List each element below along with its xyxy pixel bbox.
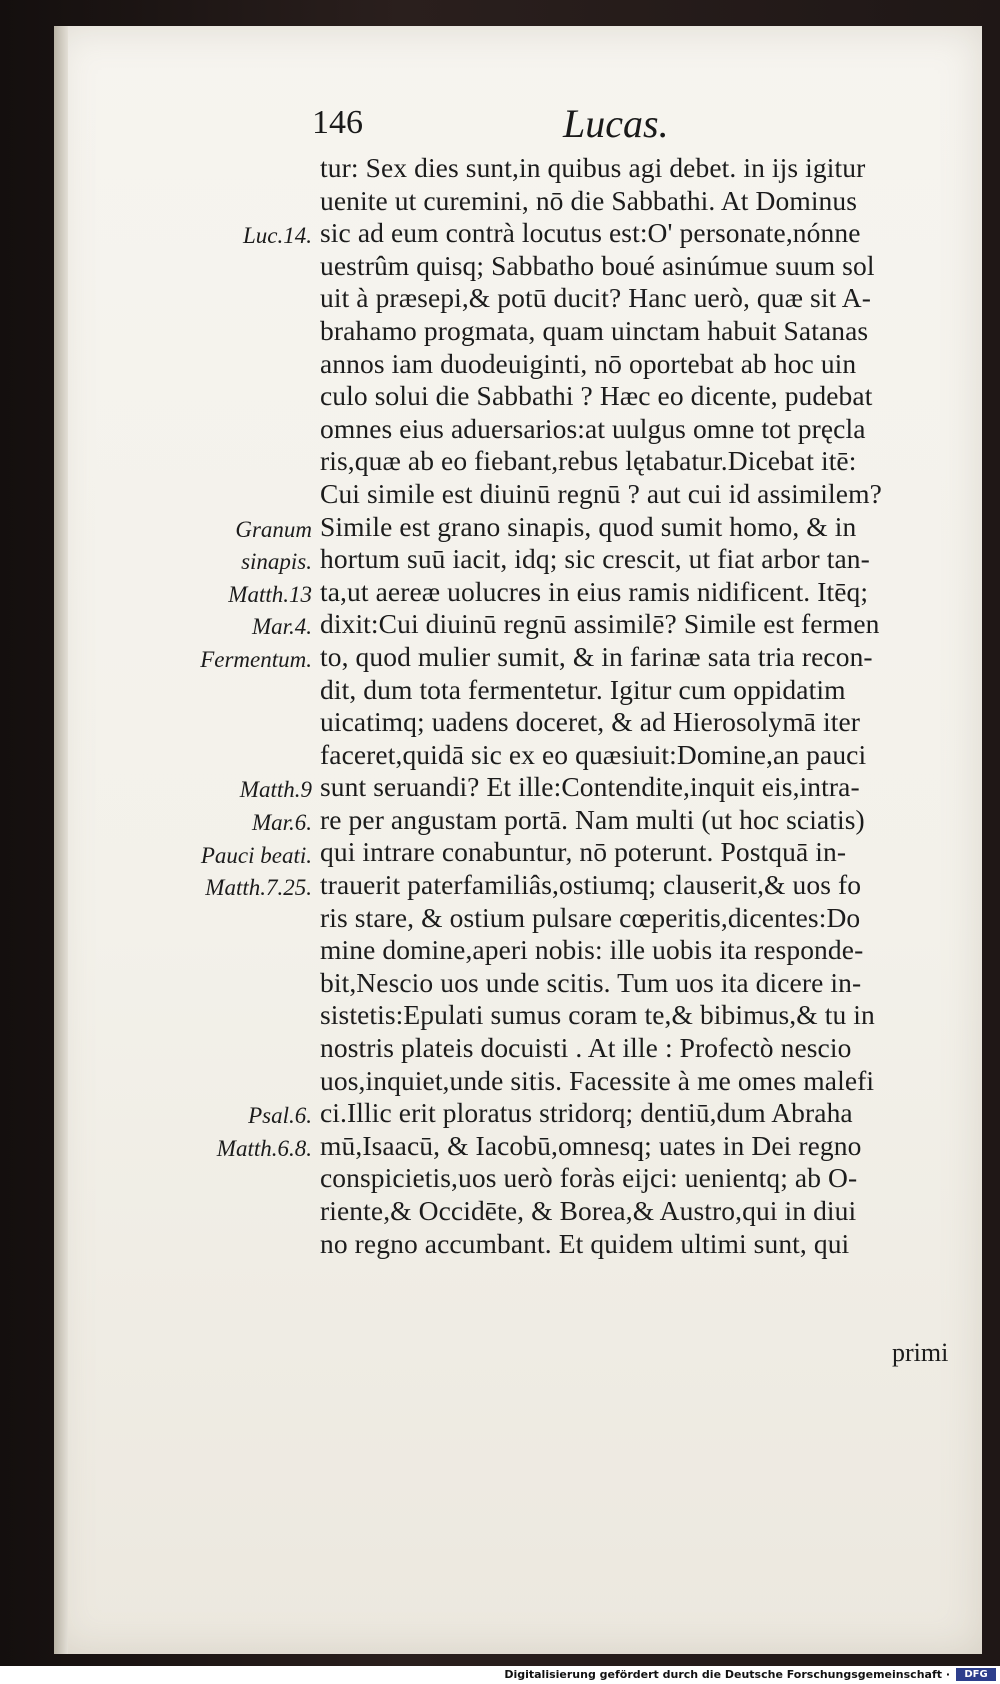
margin-note: Luc.14. — [243, 223, 312, 249]
text-line: ta,ut aereæ uolucres in eius ramis nidificent. Itēq; — [320, 575, 869, 607]
text-line: hortum suū iacit, idq; sic crescit, ut fiat arbor tan- — [320, 543, 870, 575]
text-line: re per angustam portā. Nam multi (ut hoc sciatis) — [320, 803, 865, 835]
text-line: no regno accumbant. Et quidem ultimi sunt, qui — [320, 1227, 850, 1259]
text-line: sic ad eum contrà locutus est:O' personate,nónne — [320, 217, 861, 249]
text-line: dixit:Cui diuinū regnū assimilē? Simile est fermen — [320, 608, 880, 640]
text-line: uestrûm quisq; Sabbatho boué asinúmue suum sol — [320, 249, 875, 281]
text-line: to, quod mulier sumit, & in farinæ sata tria recon- — [320, 640, 873, 672]
body-text — [320, 152, 960, 1260]
margin-note: Matth.13 — [228, 581, 312, 607]
margin-note: Fermentum. — [200, 647, 312, 672]
text-line: Cui simile est diuinū regnū ? aut cui id assimilem? — [320, 477, 882, 509]
page-gutter-edge — [54, 26, 68, 1654]
text-line: uicatimq; uadens doceret, & ad Hierosolymā iter — [320, 706, 861, 738]
text-line: omnes eius aduersarios:at uulgus omne tot pręcla — [320, 412, 866, 444]
text-line: trauerit paterfamiliâs,ostiumq; clauserit,& uos fo — [320, 869, 862, 901]
text-line: bit,Nescio uos unde scitis. Tum uos ita dicere in- — [320, 966, 862, 998]
text-line: culo solui die Sabbathi ? Hæc eo dicente, pudebat — [320, 380, 873, 412]
text-line: riente,& Occidēte, & Borea,& Austro,qui in diui — [320, 1195, 857, 1226]
margin-note: Pauci beati. — [200, 842, 312, 868]
digitization-credit: Digitalisierung gefördert durch die Deutsche Forschungsgemeinschaft · — [504, 1668, 950, 1681]
margin-note: Matth.9 — [239, 777, 312, 803]
text-line: ris stare, & ostium pulsare cœperitis,dicentes:Do — [320, 901, 861, 933]
text-line: annos iam duodeuiginti, nō oportebat ab hoc uin — [320, 347, 857, 379]
text-line: uit à præsepi,& potū ducit? Hanc uerò, quæ sit A- — [320, 282, 871, 314]
text-line: conspicietis,uos uerò foràs eijci: uenientq; ab O- — [320, 1162, 858, 1194]
text-line: ris,quæ ab eo fiebant,rebus lętabatur.Dicebat itē: — [320, 445, 857, 477]
catchword: primi — [892, 1338, 949, 1367]
text-line: tur: Sex dies sunt,in quibus agi debet. in ijs igitur — [320, 152, 866, 183]
text-line: sunt seruandi? Et ille:Contendite,inquit eis,intra- — [320, 771, 860, 803]
text-line: brahamo progmata, quam uinctam habuit Satanas — [320, 314, 869, 346]
text-line: uos,inquiet,unde sitis. Facessite à me omes malefi — [320, 1064, 875, 1096]
margin-note: Mar.4. — [251, 614, 312, 640]
page-number: 146 — [312, 104, 363, 141]
margin-note: sinapis. — [241, 549, 312, 575]
text-line: mine domine,aperi nobis: ille uobis ita responde- — [320, 934, 864, 966]
text-line: Simile est grano sinapis, quod sumit homo, & in — [320, 510, 857, 542]
text-line: uenite ut curemini, nō die Sabbathi. At Dominus — [320, 184, 858, 216]
running-head: Lucas. — [563, 101, 669, 146]
margin-note: Granum — [235, 516, 312, 542]
text-line: nostris plateis docuisti . At ille : Profectò nescio — [320, 1032, 852, 1064]
text-line: ci.Illic erit ploratus stridorq; dentiū,dum Abraha — [320, 1097, 853, 1129]
text-line: mū,Isaacū, & Iacobū,omnesq; uates in Dei regno — [320, 1129, 862, 1161]
text-line: faceret,quidā sic ex eo quæsiuit:Domine,an pauci — [320, 738, 867, 770]
margin-note: Psal.6. — [248, 1103, 312, 1129]
dfg-logo: DFG — [956, 1668, 996, 1681]
text-line: dit, dum tota fermentetur. Igitur cum oppidatim — [320, 673, 846, 705]
text-line: sistetis:Epulati sumus coram te,& bibimus,& tu in — [320, 999, 875, 1031]
text-line: qui intrare conabuntur, nō poterunt. Postquā in- — [320, 836, 847, 868]
margin-note: Mar.6. — [251, 810, 312, 835]
margin-note: Matth.7.25. — [205, 875, 312, 901]
margin-note: Matth.6.8. — [216, 1136, 312, 1161]
